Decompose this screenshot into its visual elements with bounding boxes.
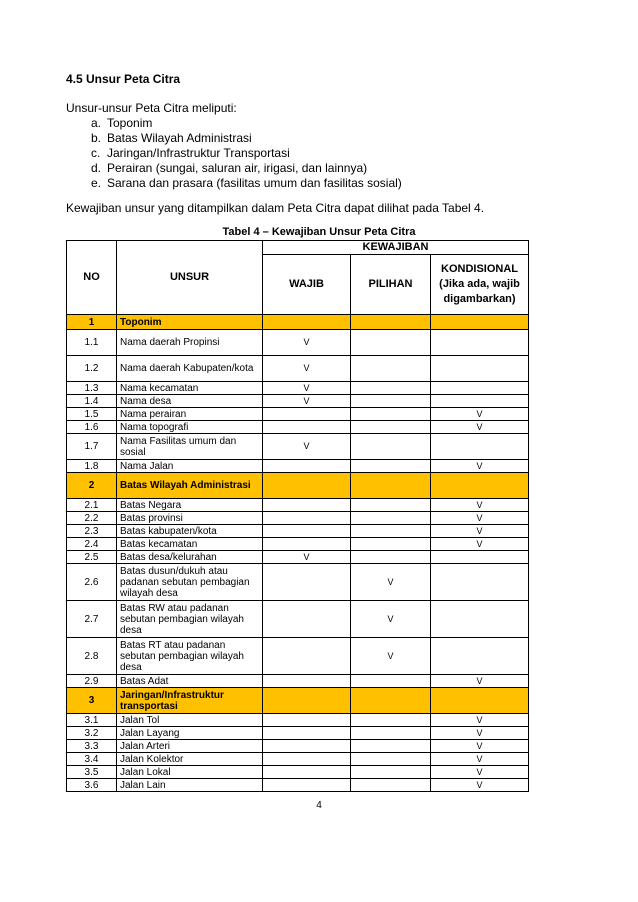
table-row (67, 434, 529, 460)
row-element: Batas desa/kelurahan (117, 551, 263, 564)
header-no: NO (67, 241, 117, 315)
row-element: Jalan Lain (117, 779, 263, 792)
row-element: Jalan Layang (117, 727, 263, 740)
row-number: 2.9 (67, 675, 117, 688)
row-element: Jaringan/Infrastruktur transportasi (117, 688, 263, 714)
row-element: Batas Adat (117, 675, 263, 688)
row-pilihan-mark (351, 779, 431, 792)
header-pilihan: PILIHAN (351, 255, 431, 315)
row-element: Batas Wilayah Administrasi (117, 473, 263, 499)
row-kondisional-mark: V (431, 408, 529, 421)
row-pilihan-mark (351, 395, 431, 408)
row-wajib-mark (263, 740, 351, 753)
row-pilihan-mark (351, 382, 431, 395)
row-wajib-mark: V (263, 395, 351, 408)
row-number: 2 (67, 473, 117, 499)
row-wajib-mark (263, 421, 351, 434)
row-wajib-mark (263, 638, 351, 675)
row-pilihan-mark (351, 330, 431, 356)
row-kondisional-mark: V (431, 421, 529, 434)
row-kondisional-mark (431, 638, 529, 675)
row-element: Nama topografi (117, 421, 263, 434)
row-element: Batas provinsi (117, 512, 263, 525)
row-number: 2.4 (67, 538, 117, 551)
row-pilihan-mark (351, 315, 431, 330)
row-wajib-mark (263, 714, 351, 727)
row-kondisional-mark (431, 564, 529, 601)
table-row (67, 512, 529, 525)
row-wajib-mark (263, 727, 351, 740)
row-pilihan-mark (351, 460, 431, 473)
row-number: 3.4 (67, 753, 117, 766)
row-wajib-mark (263, 525, 351, 538)
row-element: Batas kabupaten/kota (117, 525, 263, 538)
row-kondisional-mark: V (431, 753, 529, 766)
row-wajib-mark: V (263, 551, 351, 564)
row-wajib-mark (263, 779, 351, 792)
row-wajib-mark (263, 460, 351, 473)
row-element: Batas dusun/dukuh atau padanan sebutan pembagian wilayah desa (117, 564, 263, 601)
row-wajib-mark (263, 766, 351, 779)
row-number: 1.1 (67, 330, 117, 356)
table-row (67, 638, 529, 675)
row-pilihan-mark (351, 421, 431, 434)
header-unsur: UNSUR (117, 241, 263, 315)
row-element: Batas Negara (117, 499, 263, 512)
row-kondisional-mark: V (431, 538, 529, 551)
row-kondisional-mark (431, 601, 529, 638)
row-number: 1.2 (67, 356, 117, 382)
row-wajib-mark (263, 512, 351, 525)
row-pilihan-mark (351, 740, 431, 753)
list-item: a. Toponim (91, 116, 153, 130)
row-wajib-mark: V (263, 330, 351, 356)
header-kondisional: KONDISIONAL (Jika ada, wajib digambarkan) (431, 255, 529, 315)
row-pilihan-mark: V (351, 601, 431, 638)
row-number: 2.1 (67, 499, 117, 512)
row-kondisional-mark: V (431, 675, 529, 688)
row-kondisional-mark: V (431, 740, 529, 753)
page-number: 4 (316, 800, 322, 811)
row-number: 1.4 (67, 395, 117, 408)
table-row (67, 525, 529, 538)
row-element: Nama perairan (117, 408, 263, 421)
row-kondisional-mark: V (431, 727, 529, 740)
row-element: Jalan Tol (117, 714, 263, 727)
row-kondisional-mark (431, 551, 529, 564)
row-number: 2.7 (67, 601, 117, 638)
row-wajib-mark (263, 408, 351, 421)
row-pilihan-mark (351, 434, 431, 460)
row-kondisional-mark (431, 434, 529, 460)
table-caption: Tabel 4 – Kewajiban Unsur Peta Citra (222, 226, 416, 238)
table-row (67, 408, 529, 421)
header-kewajiban: KEWAJIBAN (263, 241, 529, 255)
row-wajib-mark (263, 564, 351, 601)
row-kondisional-mark (431, 688, 529, 714)
table-row (67, 714, 529, 727)
row-number: 1.8 (67, 460, 117, 473)
row-number: 1.3 (67, 382, 117, 395)
table-row (67, 499, 529, 512)
row-pilihan-mark: V (351, 564, 431, 601)
section-heading: 4.5 Unsur Peta Citra (66, 72, 181, 86)
row-number: 3.5 (67, 766, 117, 779)
row-element: Batas kecamatan (117, 538, 263, 551)
row-element: Nama daerah Kabupaten/kota (117, 356, 263, 382)
obligation-table (66, 240, 529, 792)
row-number: 2.5 (67, 551, 117, 564)
row-number: 2.8 (67, 638, 117, 675)
intro-text: Unsur-unsur Peta Citra meliputi: (66, 101, 237, 115)
row-number: 2.6 (67, 564, 117, 601)
row-number: 3.1 (67, 714, 117, 727)
row-kondisional-mark (431, 330, 529, 356)
row-wajib-mark (263, 538, 351, 551)
table-row (67, 382, 529, 395)
row-kondisional-mark: V (431, 512, 529, 525)
list-item: b. Batas Wilayah Administrasi (91, 131, 252, 145)
row-pilihan-mark (351, 675, 431, 688)
row-pilihan-mark (351, 688, 431, 714)
row-pilihan-mark (351, 753, 431, 766)
row-element: Batas RT atau padanan sebutan pembagian wilayah desa (117, 638, 263, 675)
table-body (67, 315, 529, 792)
row-pilihan-mark (351, 727, 431, 740)
row-element: Nama daerah Propinsi (117, 330, 263, 356)
row-number: 3.2 (67, 727, 117, 740)
row-number: 1 (67, 315, 117, 330)
table-row (67, 766, 529, 779)
table-row (67, 727, 529, 740)
section-row (67, 473, 529, 499)
section-row (67, 315, 529, 330)
row-element: Jalan Arteri (117, 740, 263, 753)
row-element: Nama Jalan (117, 460, 263, 473)
row-pilihan-mark: V (351, 638, 431, 675)
table-row (67, 675, 529, 688)
table-row (67, 330, 529, 356)
row-number: 2.3 (67, 525, 117, 538)
row-kondisional-mark: V (431, 714, 529, 727)
table-row (67, 460, 529, 473)
row-pilihan-mark (351, 473, 431, 499)
row-element: Jalan Kolektor (117, 753, 263, 766)
table-row (67, 421, 529, 434)
row-kondisional-mark (431, 315, 529, 330)
row-kondisional-mark (431, 356, 529, 382)
row-kondisional-mark (431, 473, 529, 499)
row-kondisional-mark: V (431, 460, 529, 473)
header-wajib: WAJIB (263, 255, 351, 315)
row-pilihan-mark (351, 525, 431, 538)
row-wajib-mark (263, 675, 351, 688)
row-element: Nama Fasilitas umum dan sosial (117, 434, 263, 460)
row-pilihan-mark (351, 408, 431, 421)
row-pilihan-mark (351, 538, 431, 551)
row-pilihan-mark (351, 499, 431, 512)
row-wajib-mark (263, 315, 351, 330)
table-row (67, 551, 529, 564)
row-kondisional-mark (431, 382, 529, 395)
row-kondisional-mark (431, 395, 529, 408)
list-item: d. Perairan (sungai, saluran air, irigasi, dan lainnya) (91, 161, 368, 175)
row-number: 3.6 (67, 779, 117, 792)
row-kondisional-mark: V (431, 779, 529, 792)
row-pilihan-mark (351, 356, 431, 382)
row-element: Jalan Lokal (117, 766, 263, 779)
table-row (67, 564, 529, 601)
row-number: 3 (67, 688, 117, 714)
row-element: Nama desa (117, 395, 263, 408)
row-number: 3.3 (67, 740, 117, 753)
row-wajib-mark (263, 753, 351, 766)
element-list (91, 116, 402, 191)
row-wajib-mark (263, 499, 351, 512)
table-row (67, 395, 529, 408)
row-element: Batas RW atau padanan sebutan pembagian wilayah desa (117, 601, 263, 638)
row-wajib-mark (263, 688, 351, 714)
section-row (67, 688, 529, 714)
table-row (67, 601, 529, 638)
row-element: Toponim (117, 315, 263, 330)
row-wajib-mark: V (263, 434, 351, 460)
row-wajib-mark (263, 473, 351, 499)
row-wajib-mark: V (263, 356, 351, 382)
row-number: 1.6 (67, 421, 117, 434)
row-wajib-mark (263, 601, 351, 638)
row-kondisional-mark: V (431, 499, 529, 512)
row-kondisional-mark: V (431, 525, 529, 538)
row-wajib-mark: V (263, 382, 351, 395)
row-pilihan-mark (351, 714, 431, 727)
table-row (67, 356, 529, 382)
row-number: 2.2 (67, 512, 117, 525)
row-element: Nama kecamatan (117, 382, 263, 395)
table-row (67, 538, 529, 551)
list-item: c. Jaringan/Infrastruktur Transportasi (91, 146, 290, 160)
row-pilihan-mark (351, 551, 431, 564)
row-pilihan-mark (351, 766, 431, 779)
table-reference-sentence: Kewajiban unsur yang ditampilkan dalam Peta Citra dapat dilihat pada Tabel 4. (66, 201, 485, 215)
row-kondisional-mark: V (431, 766, 529, 779)
table-row (67, 753, 529, 766)
list-item: e. Sarana dan prasara (fasilitas umum dan fasilitas sosial) (91, 176, 402, 190)
row-number: 1.5 (67, 408, 117, 421)
table-row (67, 740, 529, 753)
table-row (67, 779, 529, 792)
row-number: 1.7 (67, 434, 117, 460)
row-pilihan-mark (351, 512, 431, 525)
